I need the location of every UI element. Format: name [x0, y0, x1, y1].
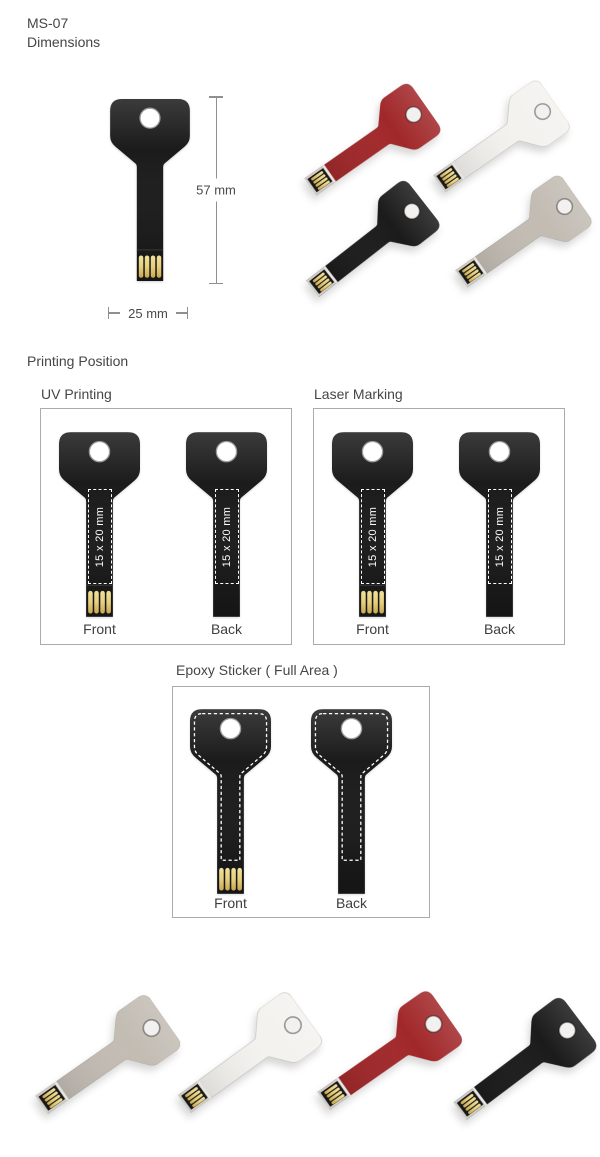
print-area-size-label: 15 x 20 mm	[494, 506, 506, 567]
laser-marking-title: Laser Marking	[314, 386, 403, 402]
uv-back-key	[186, 432, 267, 617]
printing-position-title: Printing Position	[27, 353, 129, 369]
print-area-front	[88, 489, 112, 584]
uv-printing-title: UV Printing	[41, 386, 112, 402]
key-photo-white	[165, 989, 325, 1131]
laser-back-label: Back	[483, 621, 516, 637]
print-area-size-label: 15 x 20 mm	[367, 506, 379, 567]
epoxy-back-label: Back	[335, 895, 368, 911]
uv-printing-panel	[40, 408, 292, 645]
epoxy-front-label: Front	[214, 895, 247, 911]
header	[27, 14, 100, 52]
print-area-size-label: 15 x 20 mm	[94, 506, 106, 567]
key-front-epoxy-view	[190, 709, 271, 894]
key-back-epoxy-view	[311, 709, 392, 894]
print-area-back	[488, 489, 512, 584]
laser-front-label: Front	[356, 621, 389, 637]
key-photo-black	[440, 995, 600, 1138]
print-area-back	[215, 489, 239, 584]
laser-back-key	[459, 432, 540, 617]
height-dimension-line	[196, 96, 236, 284]
key-photo-red	[292, 81, 443, 213]
epoxy-front-key	[190, 709, 271, 894]
height-dimension-cap-bottom	[209, 283, 223, 285]
epoxy-sticker-panel	[172, 686, 430, 918]
height-dimension-cap-top	[209, 96, 223, 98]
width-dimension-rule-left	[109, 312, 120, 314]
uv-back-label: Back	[210, 621, 243, 637]
key-photo-silver	[23, 992, 184, 1132]
uv-front-key	[59, 432, 140, 617]
laser-front-key	[332, 432, 413, 617]
product-model: MS-07	[27, 15, 69, 31]
key-photo-black	[293, 178, 442, 314]
key-photo-red	[305, 988, 466, 1128]
width-dimension-line	[106, 305, 190, 321]
product-photo-bottom	[0, 978, 600, 1157]
page-subtitle: Dimensions	[27, 34, 101, 50]
dimension-key-illustration	[110, 99, 190, 281]
width-dimension-tick-right	[187, 307, 189, 319]
product-photo-top	[278, 80, 600, 315]
laser-marking-panel	[313, 408, 565, 645]
height-dimension-label: 57 mm	[193, 179, 239, 202]
uv-front-label: Front	[83, 621, 116, 637]
epoxy-sticker-title: Epoxy Sticker ( Full Area )	[176, 662, 338, 678]
print-area-front	[361, 489, 385, 584]
print-area-size-label: 15 x 20 mm	[221, 506, 233, 567]
width-dimension-label: 25 mm	[128, 305, 168, 321]
epoxy-back-key	[311, 709, 392, 894]
width-dimension-rule-right	[176, 312, 187, 314]
